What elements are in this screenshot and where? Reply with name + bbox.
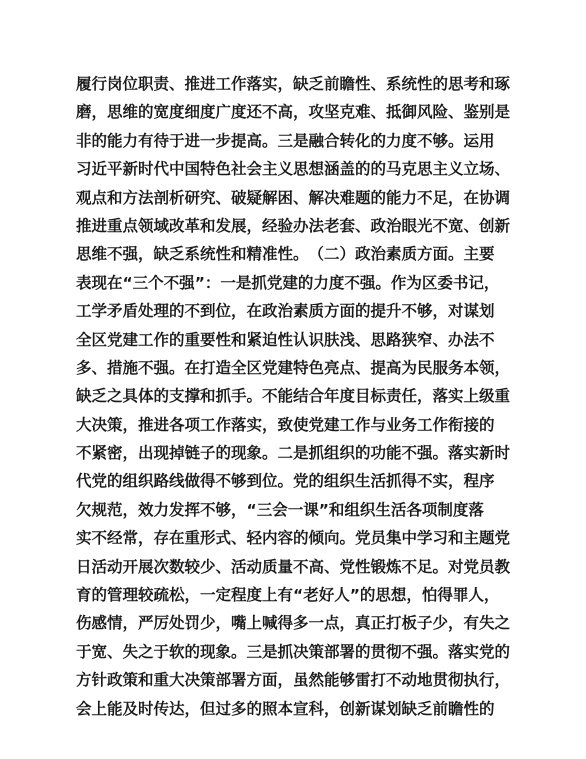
text-line: 不紧密，出现掉链子的现象。二是抓组织的功能不强。落实新时 (76, 444, 511, 463)
text-line: 大决策，推进各项工作落实，致使党建工作与业务工作衔接的 (76, 415, 495, 434)
text-line: 思维不强，缺乏系统性和精准性。 （二）政治素质方面。主要 (76, 245, 495, 264)
text-line: 缺乏之具体的支撑和抓手。不能结合年度目标责任，落实上级重 (76, 387, 511, 406)
text-line: 表现在“三个不强”：一是抓党建的力度不强。作为区委书记， (76, 273, 500, 292)
text-line: 观点和方法剖析研究、破疑解困、解决难题的能力不足，在协调 (76, 188, 511, 207)
text-line: 于宽、失之于软的现象。三是抓决策部署的贯彻不强。落实党的 (76, 642, 511, 661)
text-line: 代党的组织路线做得不够到位。党的组织生活抓得不实，程序 (76, 472, 495, 491)
text-line: 方针政策和重大决策部署方面，虽然能够雷打不动地贯彻执行， (76, 671, 511, 690)
text-line: 习近平新时代中国特色社会主义思想涵盖的的马克思主义立场、 (76, 160, 511, 179)
text-line: 非的能力有待于进一步提高。三是融合转化的力度不够。运用 (76, 131, 495, 150)
text-line: 会上能及时传达，但过多的照本宣科，创新谋划缺乏前瞻性的 (76, 699, 495, 718)
text-line: 推进重点领域改革和发展，经验办法老套、政治眼光不宽、创新 (76, 216, 511, 235)
text-line: 履行岗位职责、推进工作落实，缺乏前瞻性、系统性的思考和琢 (76, 75, 511, 93)
text-line: 实不经常，存在重形式、轻内容的倾向。党员集中学习和主题党 (76, 529, 511, 548)
text-line: 伤感情，严厉处罚少，嘴上喊得多一点，真正打板子少，有失之 (76, 614, 511, 633)
text-line: 日活动开展次数较少、活动质量不高、党性锻炼不足。对党员教 (76, 557, 511, 576)
text-line: 欠规范，效力发挥不够，“三会一课”和组织生活各项制度落 (76, 500, 484, 519)
body-text (76, 70, 516, 723)
text-line: 全区党建工作的重要性和紧迫性认识肤浅、思路狭窄、办法不 (76, 330, 495, 349)
text-line: 磨，思维的宽度细度广度还不高，攻坚克难、抵御风险、鉴别是 (76, 103, 511, 122)
text-line: 工学矛盾处理的不到位，在政治素质方面的提升不够，对谋划 (76, 302, 495, 321)
text-line: 育的管理较疏松，一定程度上有“老好人”的思想，怕得罪人， (76, 586, 500, 605)
text-line: 多、措施不强。在打造全区党建特色亮点、提高为民服务本领， (76, 358, 511, 377)
